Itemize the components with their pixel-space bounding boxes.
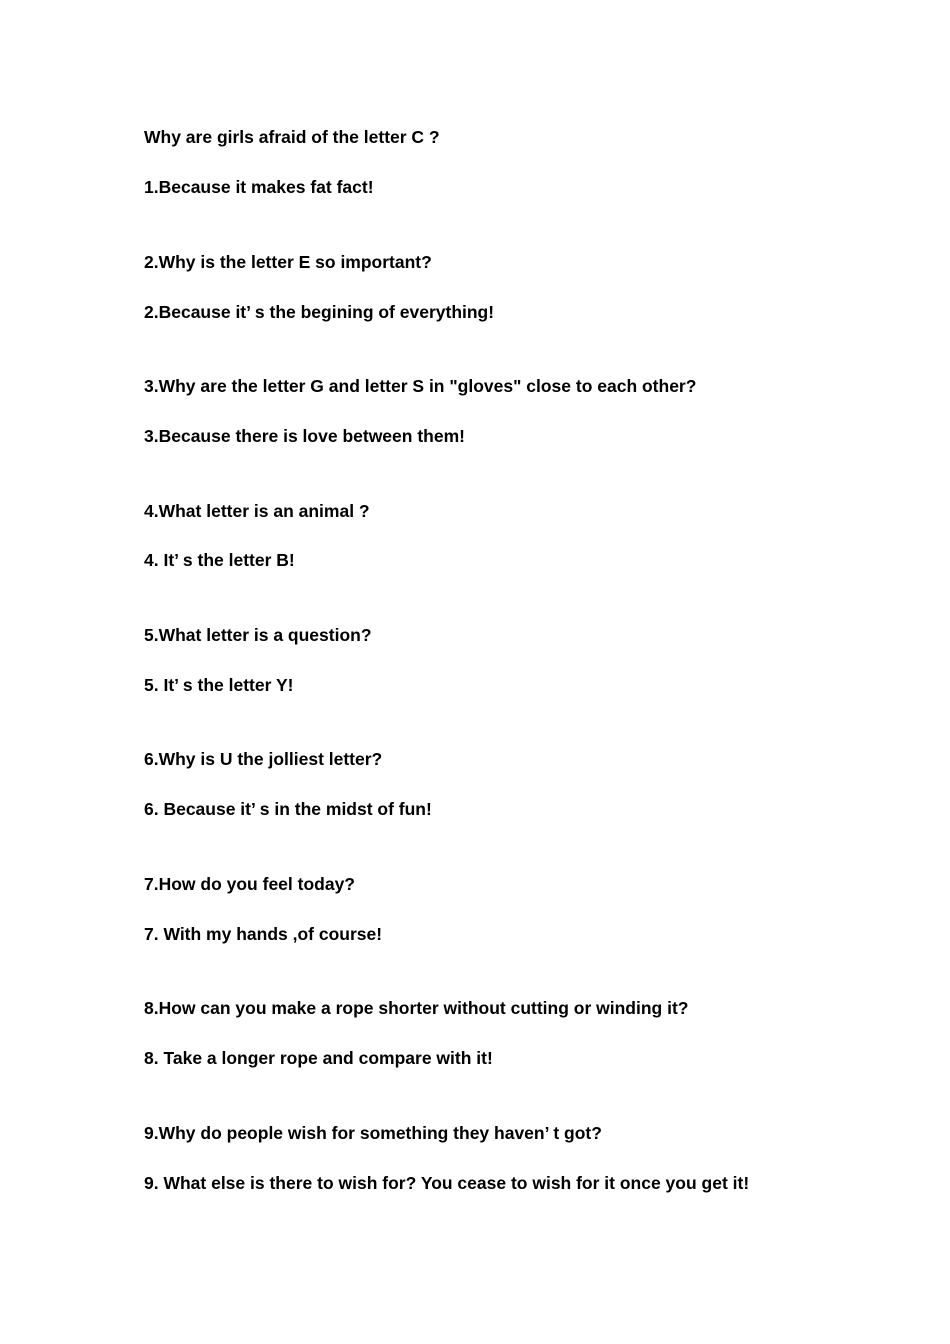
question-line: Why are girls afraid of the letter C ? bbox=[144, 127, 440, 147]
answer-line: 8. Take a longer rope and compare with it! bbox=[144, 1048, 493, 1068]
question-line: 6.Why is U the jolliest letter? bbox=[144, 749, 383, 769]
answer-line: 4. It’ s the letter B! bbox=[144, 550, 295, 570]
question-line: 5.What letter is a question? bbox=[144, 625, 372, 645]
answer-line: 6. Because it’ s in the midst of fun! bbox=[144, 799, 432, 819]
answer-line: 9. What else is there to wish for? You cease to wish for it once you get it! bbox=[144, 1173, 750, 1193]
question-line: 7.How do you feel today? bbox=[144, 874, 355, 894]
answer-line: 7. With my hands ,of course! bbox=[144, 924, 383, 944]
answer-line: 2.Because it’ s the begining of everything! bbox=[144, 302, 495, 322]
question-line: 4.What letter is an animal ? bbox=[144, 501, 370, 521]
question-line: 8.How can you make a rope shorter without cutting or winding it? bbox=[144, 998, 689, 1018]
question-line: 3.Why are the letter G and letter S in "gloves" close to each other? bbox=[144, 376, 697, 396]
answer-line: 5. It’ s the letter Y! bbox=[144, 675, 294, 695]
question-line: 2.Why is the letter E so important? bbox=[144, 252, 432, 272]
question-line: 9.Why do people wish for something they haven’ t got? bbox=[144, 1123, 602, 1143]
answer-line: 3.Because there is love between them! bbox=[144, 426, 465, 446]
answer-line: 1.Because it makes fat fact! bbox=[144, 177, 374, 197]
